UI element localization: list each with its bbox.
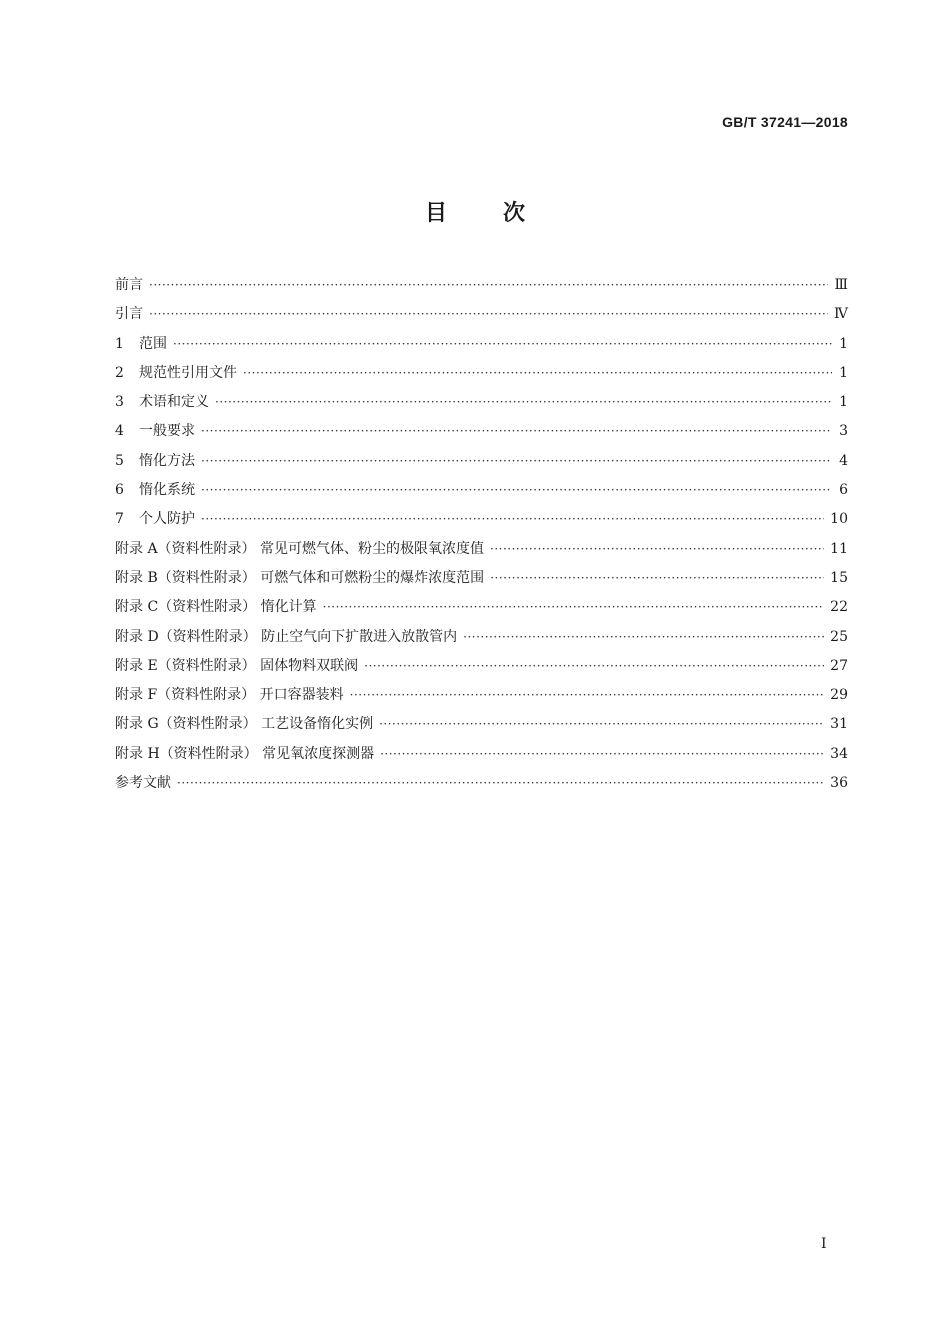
toc-entry-page: 27 bbox=[830, 657, 848, 674]
toc-entry-page: 1 bbox=[839, 335, 848, 352]
toc-entry-page: 4 bbox=[839, 452, 848, 469]
toc-entry-label: 附录 B（资料性附录） 可燃气体和可燃粉尘的爆炸浓度范围 bbox=[115, 569, 485, 586]
toc-entry-label: 附录 F（资料性附录） 开口容器装料 bbox=[115, 687, 344, 704]
toc-entry[interactable] bbox=[115, 652, 848, 681]
page-title: 目次 bbox=[424, 201, 581, 226]
toc-leader-dots bbox=[201, 505, 824, 534]
toc-entry-number: 6 bbox=[115, 482, 124, 499]
toc-entry-text: 范围 bbox=[139, 335, 167, 352]
toc-entry-label: 附录 G（资料性附录） 工艺设备惰化实例 bbox=[115, 716, 374, 733]
toc-entry-label: 附录 H（资料性附录） 常见氧浓度探测器 bbox=[115, 745, 375, 762]
toc-entry-page: Ⅳ bbox=[834, 306, 848, 323]
toc-entry-number: 7 bbox=[115, 511, 124, 528]
toc-entry-number: 3 bbox=[115, 394, 124, 411]
toc-entry-page: 31 bbox=[830, 716, 848, 733]
toc-entry[interactable] bbox=[115, 535, 848, 564]
toc-leader-dots bbox=[490, 564, 824, 593]
toc-entry-number: 2 bbox=[115, 364, 124, 381]
toc-entry[interactable] bbox=[115, 769, 848, 798]
toc-entry-page: 15 bbox=[830, 569, 848, 586]
toc-entry-label bbox=[115, 330, 167, 359]
toc-entry-label bbox=[115, 476, 195, 505]
toc-entry-page: 36 bbox=[830, 775, 848, 792]
toc-leader-dots bbox=[201, 417, 832, 446]
toc-leader-dots bbox=[177, 769, 824, 798]
toc-entry-number: 5 bbox=[115, 452, 124, 469]
toc-entry-text: 术语和定义 bbox=[139, 394, 209, 411]
toc-leader-dots bbox=[173, 330, 832, 359]
toc-entry-page: Ⅲ bbox=[834, 277, 848, 293]
toc-entry-page: 34 bbox=[830, 745, 848, 762]
toc-entry-label bbox=[115, 388, 209, 417]
toc-entry[interactable] bbox=[115, 417, 848, 446]
toc-leader-dots bbox=[149, 271, 828, 300]
toc-entry-number: 4 bbox=[115, 423, 124, 440]
toc-entry-text: 规范性引用文件 bbox=[139, 364, 237, 381]
toc-entry-page: 1 bbox=[839, 394, 848, 411]
toc-entry-page: 25 bbox=[830, 628, 848, 645]
toc-entry-label bbox=[115, 417, 195, 446]
toc-leader-dots bbox=[201, 476, 832, 505]
toc-entry[interactable] bbox=[115, 476, 848, 505]
toc-entry-label bbox=[115, 447, 195, 476]
toc-entry[interactable] bbox=[115, 740, 848, 769]
toc-entry-label: 前言 bbox=[115, 277, 143, 293]
toc-leader-dots bbox=[463, 623, 824, 652]
toc-entry-label: 附录 E（资料性附录） 固体物料双联阀 bbox=[115, 657, 359, 674]
toc-entry[interactable] bbox=[115, 593, 848, 622]
toc-entry-page: 29 bbox=[830, 687, 848, 704]
toc-entry-page: 10 bbox=[830, 511, 848, 528]
toc-entry-page: 1 bbox=[839, 364, 848, 381]
page-number: I bbox=[821, 1236, 827, 1252]
toc-entry-label: 参考文献 bbox=[115, 775, 171, 792]
toc-entry[interactable] bbox=[115, 359, 848, 388]
toc-entry-text: 一般要求 bbox=[139, 423, 195, 440]
toc-entry[interactable] bbox=[115, 447, 848, 476]
toc-entry-label bbox=[115, 505, 195, 534]
toc-leader-dots bbox=[380, 740, 824, 769]
toc-entry-text: 个人防护 bbox=[139, 511, 195, 528]
toc-entry[interactable] bbox=[115, 330, 848, 359]
toc-entry[interactable] bbox=[115, 623, 848, 652]
toc-entry-page: 6 bbox=[839, 482, 848, 499]
toc-entry-label bbox=[115, 359, 237, 388]
toc-entry-text: 惰化方法 bbox=[139, 452, 195, 469]
toc-entry-page: 3 bbox=[839, 423, 848, 440]
toc-entry[interactable] bbox=[115, 710, 848, 739]
toc-leader-dots bbox=[215, 388, 832, 417]
toc-entry[interactable] bbox=[115, 271, 848, 300]
toc-entry[interactable] bbox=[115, 300, 848, 329]
toc-leader-dots bbox=[149, 300, 828, 329]
toc-entry-text: 惰化系统 bbox=[139, 482, 195, 499]
toc-leader-dots bbox=[490, 535, 824, 564]
toc-entry-page: 22 bbox=[830, 599, 848, 616]
toc-leader-dots bbox=[350, 681, 825, 710]
toc-entry-page: 11 bbox=[830, 540, 848, 557]
toc-entry[interactable] bbox=[115, 505, 848, 534]
standard-number: GB/T 37241—2018 bbox=[722, 114, 848, 130]
toc-entry-label: 引言 bbox=[115, 306, 143, 323]
toc-entry[interactable] bbox=[115, 681, 848, 710]
toc-leader-dots bbox=[379, 710, 824, 739]
toc-entry-label: 附录 C（资料性附录） 惰化计算 bbox=[115, 599, 317, 616]
toc-leader-dots bbox=[201, 447, 832, 476]
table-of-contents bbox=[115, 271, 848, 798]
toc-entry[interactable] bbox=[115, 564, 848, 593]
toc-entry[interactable] bbox=[115, 388, 848, 417]
toc-entry-label: 附录 A（资料性附录） 常见可燃气体、粉尘的极限氧浓度值 bbox=[115, 540, 485, 557]
toc-leader-dots bbox=[243, 359, 832, 388]
toc-leader-dots bbox=[323, 593, 825, 622]
toc-entry-number: 1 bbox=[115, 335, 124, 352]
toc-entry-label: 附录 D（资料性附录） 防止空气向下扩散进入放散管内 bbox=[115, 628, 458, 645]
toc-leader-dots bbox=[364, 652, 824, 681]
